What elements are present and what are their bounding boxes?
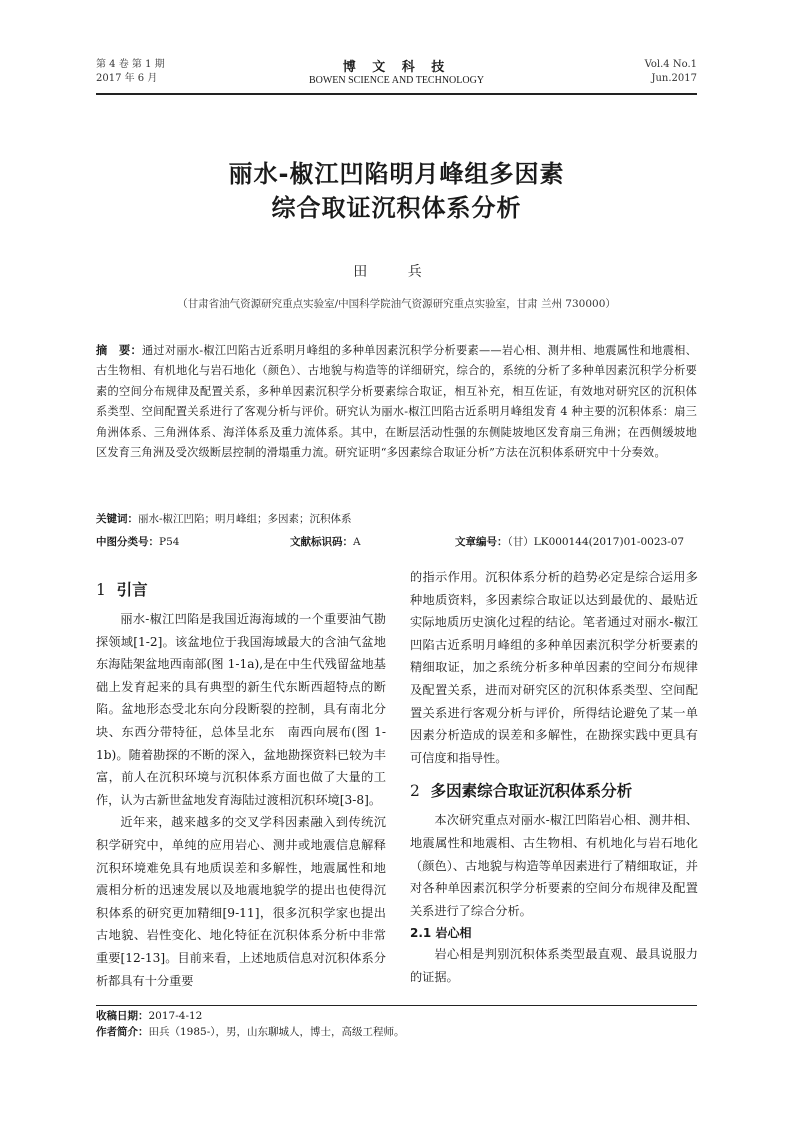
journal-name-cn: 博 文 科 技 <box>342 60 451 75</box>
clc-number <box>96 534 179 550</box>
volume-issue: 第 4 卷 第 1 期 <box>96 59 165 70</box>
section-1-heading <box>96 578 386 600</box>
author-bio-value: 田兵（1985-），男，山东聊城人，博士，高级工程师。 <box>148 1026 405 1038</box>
article-title <box>96 157 697 225</box>
section-1-paragraph-1: 丽水-椒江凹陷是我国近海海域的一个重要油气勘探领域[1-2]。该盆地位于我国海域最大的含油气盆地东海陆架盆地西南部(图 1-1a),是在中生代残留盆地基础上发育起来的具有典型的新生代东断西超特点的断陷。盆地形态受北东向分段断裂的控制，具有南北分块、东西分带特征，总体呈北东 南西向展布(图 1-1b)。随着勘探的不断的深入，盆地勘探资料已较为丰富，前人在沉积环境与沉积体系方面也做了大量的工作，认为古新世盆地发育海陆过渡相沉积环境[3-8]。 <box>96 612 386 807</box>
subsection-2-1-title: 岩心相 <box>435 926 472 941</box>
title-line-2: 综合取证沉积体系分析 <box>271 194 522 222</box>
author-bio <box>96 1024 697 1040</box>
author-bio-label: 作者简介： <box>96 1026 149 1038</box>
subsection-2-1-number: 2.1 <box>410 926 432 941</box>
document-code <box>290 534 361 550</box>
section-1-continued <box>410 566 698 769</box>
journal-issue-info-en <box>645 58 697 86</box>
abstract-text: 通过对丽水-椒江凹陷古近系明月峰组的多种单因素沉积学分析要素——岩心相、测井相、地震属性和地震相、古生物相、有机地化与岩石地化（颜色）、古地貌与构造等的详细研究，综合的，系统的分析了多种单因素沉积学分析要素的空间分布规律及配置关系，多种单因素沉积学分析要素综合取证，相互补充，相互佐证，有效地对研究区的沉积体系类型、空间配置关系进行了客观分析与评价。研究认为丽水-椒江凹陷古近系明月峰组发育 4 种主要的沉积体系：扇三角洲体系、三角洲体系、海洋体系及重力流体系。其中，在断层活动性强的东侧陡坡地区发育扇三角洲；在西侧缓坡地区发育三角洲及受次级断层控制的滑塌重力流。研究证明“多因素综合取证分析”方法在沉积体系研究中十分奏效。 <box>96 344 697 460</box>
section-2-number: 2 <box>410 782 420 801</box>
title-line-1: 丽水-椒江凹陷明月峰组多因素 <box>228 160 565 188</box>
journal-issue-info <box>96 58 165 86</box>
clc-value: P54 <box>159 536 180 548</box>
keywords-text: 丽水-椒江凹陷；明月峰组；多因素；沉积体系 <box>138 513 352 525</box>
footnote <box>96 1008 697 1040</box>
article-number-label: 文章编号： <box>455 536 508 548</box>
author-affiliation: （甘肃省油气资源研究重点实验室/中国科学院油气资源研究重点实验室，甘肃 兰州 730000） <box>177 298 616 310</box>
section-1-body <box>96 608 386 992</box>
section-2-body <box>410 809 698 922</box>
section-2-heading <box>410 779 698 801</box>
article-number <box>455 534 684 550</box>
section-1-title: 引言 <box>116 581 148 599</box>
section-1-number: 1 <box>96 581 106 599</box>
abstract-label: 摘 要： <box>96 344 142 357</box>
section-2-paragraph-1: 本次研究重点对丽水-椒江凹陷岩心相、测井相、地震属性和地震相、古生物相、有机地化与岩石地化（颜色）、古地貌与构造等单因素进行了精细取证，并对各种单因素沉积学分析要素的空间分布规律及配置关系进行了综合分析。 <box>410 813 698 918</box>
footnote-rule <box>96 1005 697 1006</box>
publication-date: 2017 年 6 月 <box>96 73 158 84</box>
header-rule <box>96 93 697 95</box>
abstract <box>96 341 697 463</box>
author-name: 田 兵 <box>353 264 440 280</box>
subsection-2-1-body <box>410 943 698 988</box>
right-column <box>410 566 698 989</box>
keywords-label: 关键词： <box>96 513 138 525</box>
section-2-title: 多因素综合取证沉积体系分析 <box>430 782 633 801</box>
journal-name-en: BOWEN SCIENCE AND TECHNOLOGY <box>308 75 485 86</box>
subsection-2-1-paragraph-1: 岩心相是判别沉积体系类型最直观、最具说服力的证据。 <box>410 947 698 984</box>
received-date-label: 收稿日期： <box>96 1010 149 1022</box>
clc-label: 中图分类号： <box>96 536 159 548</box>
left-column <box>96 578 386 992</box>
doc-code-value: A <box>353 536 361 548</box>
received-date-value: 2017-4-12 <box>148 1010 203 1022</box>
received-date <box>96 1008 697 1024</box>
subsection-2-1-heading <box>410 924 698 941</box>
article-number-value: （甘）LK000144(2017)01-0023-07 <box>507 536 685 548</box>
section-1-paragraph-2: 近年来，越来越多的交叉学科因素融入到传统沉积学研究中，单纯的应用岩心、测井或地震信息解释沉积环境难免具有地质误差和多解性，地震属性和地震相分析的迅速发展以及地震地貌学的提出也使得沉积体系的研究更加精细[9-11]，很多沉积学家也提出古地貌、岩性变化、地化特征在沉积体系分析中非常重要[12-13]。目前来看，上述地质信息对沉积体系分析都具有十分重要 <box>96 815 386 988</box>
section-1-paragraph-3: 的指示作用。沉积体系分析的趋势必定是综合运用多种地质资料，多因素综合取证以达到最优的、最贴近实际地质历史演化过程的结论。笔者通过对丽水-椒江凹陷古近系明月峰组的多种单因素沉积学分析要素的精细取证，加之系统分析多种单因素的空间分布规律及配置关系，进而对研究区的沉积体系类型、空间配置关系进行客观分析与评价，所得结论避免了某一单因素分析造成的误差和多解性，在勘探实践中更具有可信度和指导性。 <box>410 570 698 765</box>
doc-code-label: 文献标识码： <box>290 536 353 548</box>
keywords <box>96 511 697 527</box>
publication-date-en: Jun.2017 <box>651 73 697 84</box>
volume-issue-en: Vol.4 No.1 <box>644 59 697 70</box>
journal-name <box>200 56 593 86</box>
